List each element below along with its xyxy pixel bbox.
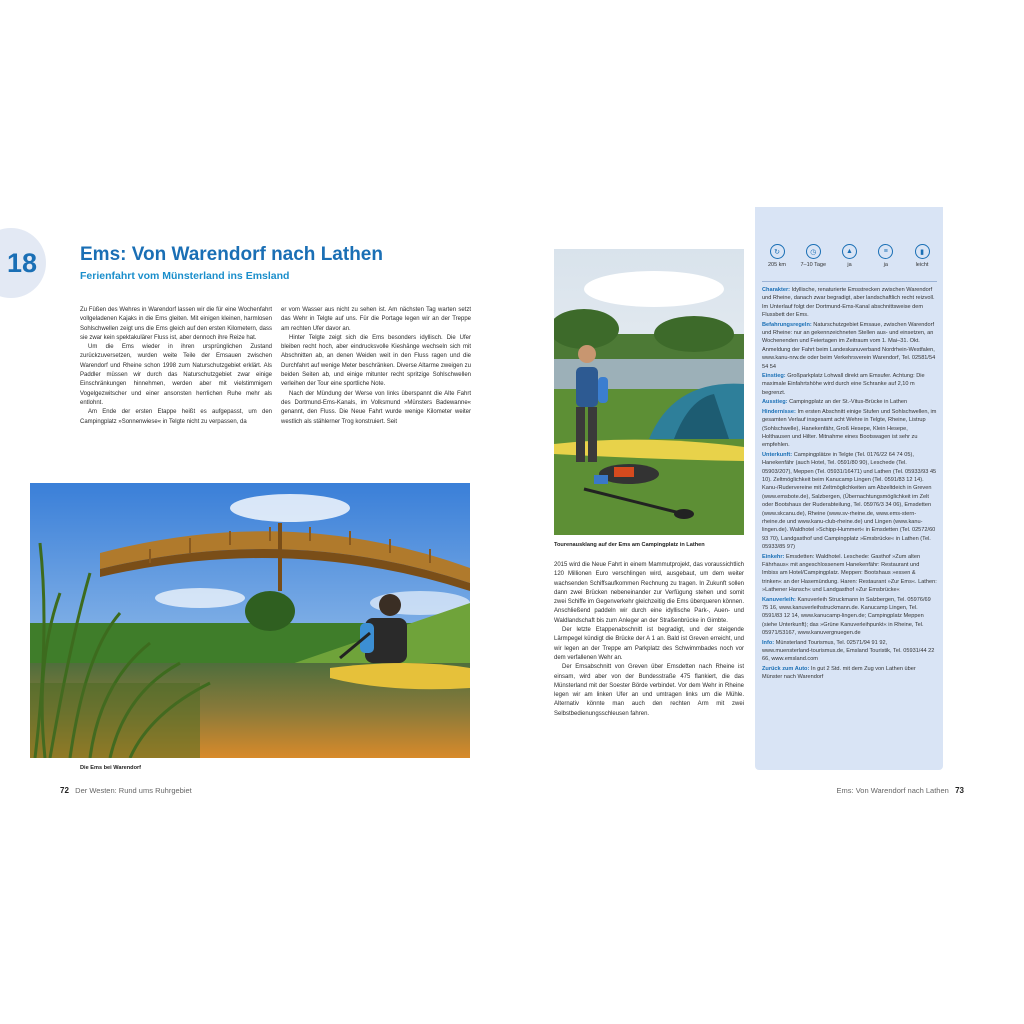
right-page-footer — [837, 786, 964, 795]
fact-text: Naturschutzgebiet Emsaue, zwischen Warendorf und Rheine: nur an gekennzeichneten Stellen aus- und einsetzen, an Wochenenden und Feiertagen im Zeitraum vom 1. Mai–31. Okt. Anmeldung der Fahrt beim Landeskanuverband Nordrhein-Westfalen, www.kanu-nrw.de oder beim Verkehrsverein Warendorf, Tel. 02581/54 54 54 — [762, 321, 936, 370]
paragraph: Am Ende der ersten Etappe heißt es aufgepasst, um den Campingplatz »Sonnenwiese« in Telgte nicht zu verpassen, da — [80, 409, 272, 425]
fact-key: Hindernisse: — [762, 408, 796, 415]
paragraph: Der Emsabschnitt von Greven über Emsdetten nach Rheine ist einsam, wird aber von der Bundesstraße 475 flankiert, die das Münsterland mit der Soester Börde verbindet. Vor dem Wehr in Rheine legen wir am linken Ufer an und umtragen links um die Mühle. Alternativ könnte man auch den rechten Arm mit zwei Selbstbedienungsschleusen fahren. — [554, 664, 744, 717]
left-text-column — [80, 306, 272, 427]
distance-label: 205 km — [767, 262, 787, 268]
tour-icon-row — [762, 244, 937, 268]
paragraph: Nach der Mündung der Werse von links überspannt die Alte Fahrt des Dortmund-Ems-Kanals, im Volksmund »Münsters Badewanne« genannt, den Fluss. Die Neue Fahrt wurde wenige Kilometer weiter westlich als stählerner Trog konstruiert. Seit — [281, 390, 471, 425]
page-title: Ems: Von Warendorf nach Lathen — [80, 244, 383, 265]
fact-entry — [762, 639, 937, 664]
paragraph: Hinter Telgte zeigt sich die Ems besonders idyllisch. Die Ufer bleiben recht hoch, aber eindrucksvolle Kieshänge wechseln sich mit Abschnitten ab, an denen Weiden weit in den Fluss ragen und die Durchfahrt auf wenige Meter beschränken. Diverse Altarme zweigen zu beiden Seiten ab, und einige mitunter recht spritzige Sohlschwellen verleihen der Tour eine sportliche Note. — [281, 334, 471, 388]
fact-text: Emsdetten: Waldhotel. Leschede: Gasthof »Zum alten Fährhaus« mit angeschlossenem Hanekenfähr: Restaurant und Imbiss am Hotel/Campingplatz. Meppen: Bootshaus »essen & trinken« an der Hasemündung. Haren: Restaurant »Zur Ems«. Lathen: »Lathener Hansch« und Landgasthof »Zur Emsbrücke« — [762, 553, 937, 594]
paragraph: Um die Ems wieder in ihren ursprünglichen Zustand zurückzuversetzen, wurden weite Teile der Emsauen zwischen Warendorf und Rheine schon 1998 zum Naturschutzgebiet erklärt. Als Paddler müssen wir durch das Naturschutzgebiet zwar einige Einschränkungen hinnehmen, werden aber mit vielstimmigem Vogelgezwitscher und einer ansonsten herrlichen Ruhe mehr als entlohnt. — [80, 344, 272, 406]
fact-key: Einkehr: — [762, 553, 785, 560]
fact-text: Kanuverleih Struckmann in Salzbergen, Tel. 05976/69 75 16, www.kanuverleihstruckmann.de. Kanucamp Lingen, Tel. 0591/83 12 14, www.kanucamp-lingen.de; Campingplatz Meppen (siehe Unterkunft); das »Grüne Kanuverleihpunkt« in Rheine, Tel. 05971/53167, www.kanuvergnuegen.de — [762, 596, 931, 637]
fact-entry — [762, 398, 937, 406]
difficulty-item — [907, 244, 937, 268]
fact-text: Münsterland Tourismus, Tel. 02571/94 91 92, www.muensterland-tourismus.de, Emsland Touristik, Tel. 05931/44 22 66, www.emsland.com — [762, 639, 935, 663]
fact-text: In gut 2 Std. mit dem Zug von Lathen über Münster nach Warendorf — [762, 665, 916, 681]
fact-entry — [762, 408, 937, 450]
fact-entry — [762, 321, 937, 371]
fact-entry — [762, 553, 937, 595]
boat-rental-label: ja — [883, 262, 888, 268]
duration-label: 7–10 Tage — [800, 262, 827, 268]
page-subtitle: Ferienfahrt vom Münsterland ins Emsland — [80, 270, 290, 282]
fact-key: Unterkunft: — [762, 451, 793, 458]
camp-photo-caption: Tourenausklang auf der Ems am Campingplatz in Lathen — [554, 542, 705, 548]
paragraph: Zu Füßen des Wehres in Warendorf lassen wir die für eine Wochenfahrt vollgeladenen Kajaks in die Ems gleiten. Mit einigen kleinen, harmlosen Sohlschwellen zeigt uns die Ems gleich auf den ersten Kilometern, dass sie zwar kein spektakulärer Fluss ist, aber dennoch ihre Reize hat. — [80, 307, 272, 341]
right-page-number: 73 — [955, 786, 964, 795]
difficulty-label: leicht — [915, 262, 929, 268]
boat-rental-icon: ≡ — [878, 244, 893, 259]
duration-item — [798, 244, 828, 268]
fact-text: Großparkplatz Lohwall direkt am Emsufer. Achtung: Die maximale Einfahrtshöhe wird durch eine Schranke auf 2,10 m begrenzt. — [762, 373, 925, 396]
camping-icon: ▲ — [842, 244, 857, 259]
fact-text: Campingplatz an der St.-Vitus-Brücke in Lathen — [789, 399, 908, 406]
fact-text: Im ersten Abschnitt einige Stufen und Sohlschwellen, im gesamten Verlauf insgesamt acht Wehre in Telgte, Rheine, Listrup (Sohlschwelle), Hanekenfähr, Groß Hesepe, Klein Hesepe, Holthausen und Hilter. Mitnahme eines Bootswagen ist sehr zu empfehlen. — [762, 408, 937, 449]
fact-text: Idyllische, renaturierte Emsstrecken zwischen Warendorf und Rheine, danach zwar begradigt, aber landschaftlich recht reizvoll. Im Unterlauf folgt der Dortmund-Ems-Kanal abschnittsweise dem Flussbett der Ems. — [762, 287, 935, 319]
bridge-kayak-illustration — [30, 483, 470, 758]
fact-entry — [762, 451, 937, 552]
fact-key: Einstieg: — [762, 373, 786, 380]
fact-entry — [762, 596, 937, 638]
paragraph: 2015 wird die Neue Fahrt in einem Mammutprojekt, das voraussichtlich 120 Millionen Euro verschlingen wird, ausgebaut, um dem weiter wachsenden Schiffsaufkommen Rechnung zu tragen. In Zukunft sollen dann zwei Brücken nebeneinander zur Verfügung stehen und somit zwei Schiffe im Gegenverkehr gleichzeitig die Ems überqueren können. Anschließend paddeln wir durch eine idyllische Park-, Auen- und Waldlandschaft bis zum Anleger an der Straßenbrücke in Gimbte. — [554, 562, 744, 624]
duration-icon: ◷ — [806, 244, 821, 259]
fact-key: Charakter: — [762, 287, 790, 293]
campsite-photo — [554, 249, 744, 535]
fact-key: Ausstieg: — [762, 399, 788, 406]
paragraph: Der letzte Etappenabschnitt ist begradigt, und der steigende Lärmpegel kündigt die Brücke der A 1 an. Bald ist Greven erreicht, und wir legen an der Treppe am Parkplatz des Schwimmbades noch vor dem verfallenen Wehr an. — [554, 627, 744, 661]
right-running-title: Ems: Von Warendorf nach Lathen — [836, 786, 949, 795]
fact-key: Zurück zum Auto: — [762, 665, 810, 672]
right-text-column — [554, 561, 744, 719]
left-page-number: 72 — [60, 786, 69, 795]
fact-key: Befahrungsregeln: — [762, 321, 812, 328]
middle-text-column — [281, 306, 471, 427]
paragraph: er vom Wasser aus nicht zu sehen ist. Am nächsten Tag warten setzt das Wehr in Telgte auf uns. Für die Portage legen wir an der Treppe am rechten Ufer davor an. — [281, 307, 471, 332]
boat-rental-item — [871, 244, 901, 268]
distance-item — [762, 244, 792, 268]
distance-icon: ↻ — [770, 244, 785, 259]
difficulty-icon: ▮ — [915, 244, 930, 259]
camping-label: ja — [847, 262, 852, 268]
fact-entry — [762, 372, 937, 397]
fact-entry — [762, 665, 937, 682]
tour-facts — [762, 286, 937, 683]
camping-item — [835, 244, 865, 268]
bridge-photo-caption: Die Ems bei Warendorf — [80, 765, 142, 771]
bridge-kayak-photo — [30, 483, 470, 758]
fact-key: Kanuverleih: — [762, 596, 796, 603]
fact-entry — [762, 286, 937, 320]
sidebar-divider — [762, 281, 937, 282]
campsite-illustration — [554, 249, 744, 535]
left-page-footer — [60, 786, 192, 795]
fact-text: Campingplätze in Telgte (Tel. 0176/22 64 74 05), Hanekenfähr (auch Hotel, Tel. 0591/80 90), Leschede (Tel. 05903/207), Meppen (Tel. 05931/16471) und Lathen (Tel. 05933/93 45 10). Zeltmöglichkeit beim Kanucamp Lingen (Tel. 0591/83 12 14). Kanu-/Rudervereine mit Zeltmöglichkeiten am Abzeltdeich in Greven (www.emsbote.de), Salzbergen, (Übernachtungsmöglichkeit im Zelt oder Bootshaus der Ruderabteilung, Tel. 05976/3 34 06), Emsdetten (www.skcanu.de), Rheine (www.sv-rheine.de, www.ems-stern-rheine.de und www.kanu-club-rheine.de) und Lingen (www.kanu-lingen.de). Waldhotel »Schipp-Hummert« in Emsdetten (Tel. 02572/60 93 70), Landgasthof und Campingplatz »Emsbrücke« in Lathen (Tel. 05933/85 97) — [762, 451, 937, 551]
left-running-title: Der Westen: Rund ums Ruhrgebiet — [75, 786, 192, 795]
fact-key: Info: — [762, 639, 775, 646]
chapter-number-badge: 18 — [0, 228, 46, 298]
